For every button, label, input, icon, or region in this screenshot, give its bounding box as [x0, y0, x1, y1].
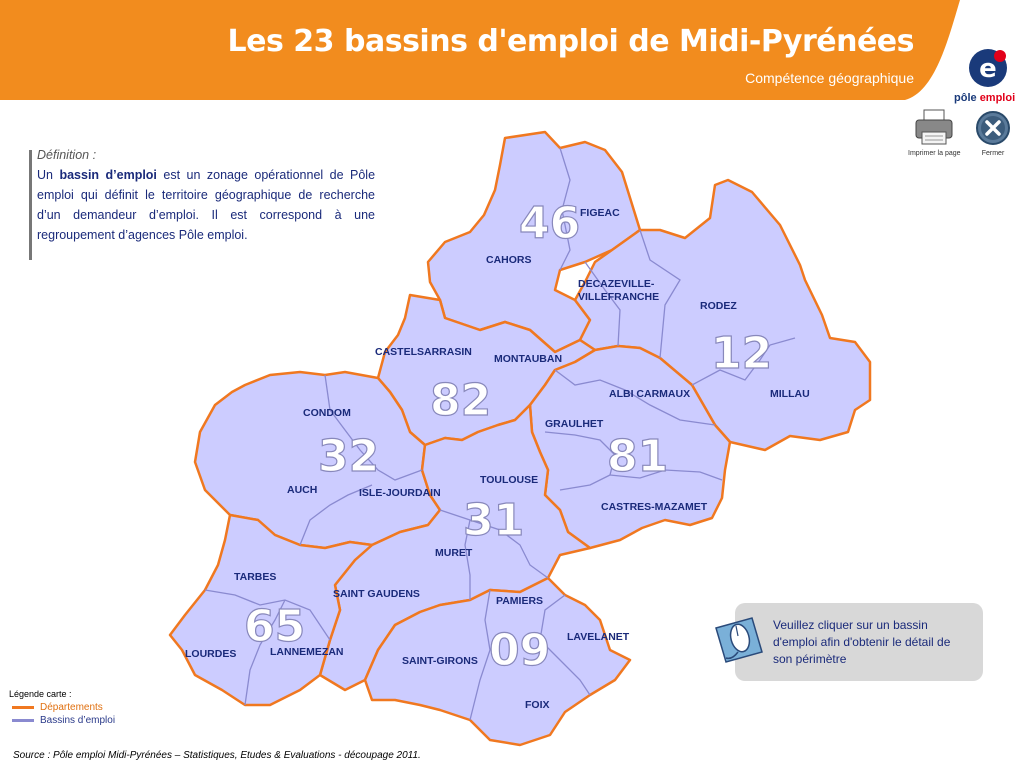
bassin-pamiers[interactable]: PAMIERS — [496, 595, 544, 607]
department-label-46: 46 — [519, 198, 581, 249]
definition-term: bassin d’emploi — [59, 168, 157, 182]
page-title: Les 23 bassins d'emploi de Midi-Pyrénées — [227, 24, 914, 59]
definition-title: Définition : — [37, 148, 97, 162]
page-subtitle: Compétence géographique — [745, 70, 914, 86]
department-label-81: 81 — [607, 431, 669, 482]
department-label-31: 31 — [463, 495, 525, 546]
bassin-rodez[interactable]: RODEZ — [700, 300, 737, 312]
legend-bassins-label: Bassins d’emploi — [40, 715, 116, 726]
bassin-decazeville-2[interactable]: VILLEFRANCHE — [578, 291, 660, 303]
bassin-decazeville-1[interactable]: DECAZEVILLE- — [578, 278, 655, 290]
legend-bassins — [12, 715, 115, 726]
mouse-icon — [708, 612, 770, 668]
bassin-graulhet[interactable]: GRAULHET — [545, 418, 604, 430]
bassin-albi-carmaux[interactable]: ALBI CARMAUX — [609, 388, 691, 400]
bassin-isle-jourdain[interactable]: ISLE-JOURDAIN — [359, 487, 441, 499]
bassin-figeac[interactable]: FIGEAC — [580, 207, 620, 219]
bassin-saint-gaudens[interactable]: SAINT GAUDENS — [333, 588, 420, 600]
bassin-castres-mazamet[interactable]: CASTRES-MAZAMET — [601, 501, 708, 513]
logo-part1: pôle — [954, 92, 977, 104]
legend-departments-label: Départements — [40, 702, 103, 713]
legend-departments-swatch — [12, 706, 34, 709]
legend-bassins-swatch — [12, 719, 34, 722]
bassin-condom[interactable]: CONDOM — [303, 407, 351, 419]
bassin-lourdes[interactable]: LOURDES — [185, 648, 237, 660]
definition-before: Un — [37, 168, 60, 182]
bassin-muret[interactable]: MURET — [435, 547, 473, 559]
department-label-82: 82 — [430, 375, 492, 426]
department-label-65: 65 — [244, 601, 306, 652]
legend-departments — [12, 702, 103, 713]
bassin-millau[interactable]: MILLAU — [770, 388, 810, 400]
bassin-auch[interactable]: AUCH — [287, 484, 318, 496]
legend-title: Légende carte : — [9, 689, 72, 699]
department-label-12: 12 — [711, 328, 773, 379]
bassin-lannemezan[interactable]: LANNEMEZAN — [270, 646, 344, 658]
logo-part2: emploi — [979, 92, 1016, 104]
bassin-toulouse[interactable]: TOULOUSE — [480, 474, 539, 486]
close-label: Fermer — [981, 150, 1005, 157]
bassin-montauban[interactable]: MONTAUBAN — [494, 353, 563, 365]
bassin-castelsarrasin[interactable]: CASTELSARRASIN — [375, 346, 472, 358]
info-text: Veuillez cliquer sur un bassin d'emploi afin d'obtenir le détail de son périmètre — [773, 618, 951, 666]
bassin-saint-girons[interactable]: SAINT-GIRONS — [402, 655, 478, 667]
print-label: Imprimer la page — [908, 150, 961, 157]
bassin-tarbes[interactable]: TARBES — [234, 571, 277, 583]
source-note: Source : Pôle emploi Midi-Pyrénées – Statistiques, Etudes & Evaluations - découpage 2011. — [13, 750, 421, 761]
bassin-cahors[interactable]: CAHORS — [486, 254, 532, 266]
bassin-foix[interactable]: FOIX — [525, 699, 550, 711]
department-label-32: 32 — [318, 431, 380, 482]
definition-after: est un zonage opérationnel de Pôle emploi qui définit le territoire géographique de recherche d’un demandeur d’emploi. Il est correspond à une regroupement d’agences Pôle emploi. — [37, 168, 376, 242]
logo-letter: e — [979, 54, 997, 84]
department-label-09: 09 — [489, 625, 551, 676]
bassin-lavelanet[interactable]: LAVELANET — [567, 631, 630, 643]
